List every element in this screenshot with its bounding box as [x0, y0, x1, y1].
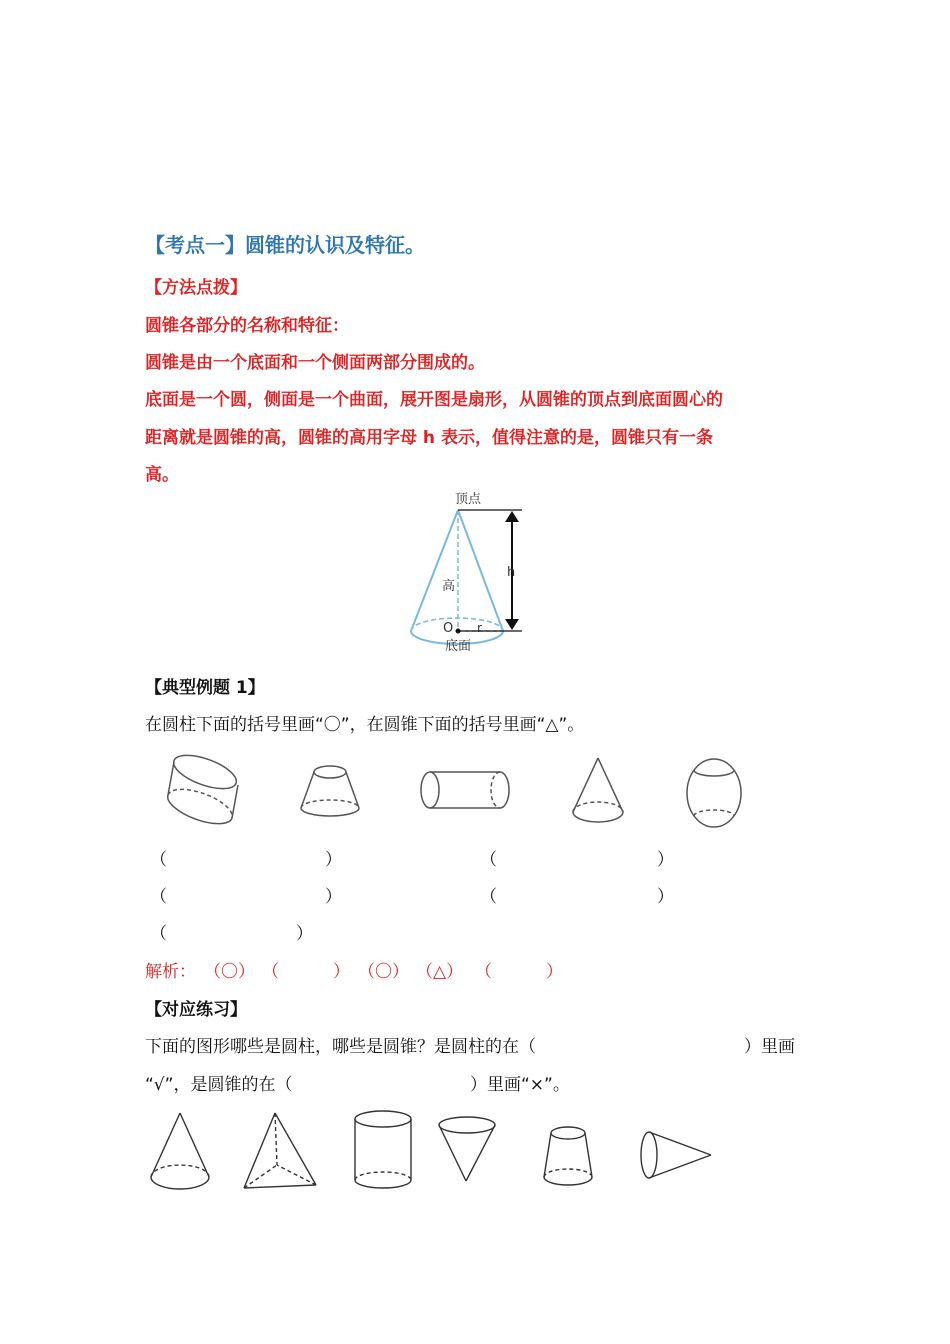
- practice-shapes: [140, 1105, 720, 1200]
- answer-3: （〇）: [358, 962, 409, 982]
- inverted-cone-shape: [439, 1117, 495, 1181]
- practice-line-1a: 下面的图形哪些是圆柱，哪些是圆锥？是圆柱的在（: [145, 1037, 536, 1057]
- h-label: h: [507, 565, 516, 580]
- arrow-down-icon: [505, 619, 519, 630]
- pyramid-shape: [244, 1113, 316, 1188]
- apex-label: 顶点: [455, 492, 482, 507]
- paren-right-2: ）: [657, 850, 674, 870]
- method-line-5: 高。: [145, 465, 179, 485]
- sideways-cone-shape: [641, 1132, 711, 1178]
- answer-5-close: ）: [546, 962, 563, 982]
- paren-left-1: （: [150, 850, 167, 870]
- practice-line-2b: ）里画“×”。: [470, 1075, 570, 1095]
- cylinder-shape: [355, 1111, 411, 1188]
- paren-right-4: ）: [657, 887, 674, 907]
- example-shapes: [160, 750, 760, 835]
- paren-right-1: ）: [325, 850, 342, 870]
- section-title: 【考点一】圆锥的认识及特征。: [145, 233, 425, 257]
- paren-right-5: ）: [296, 924, 313, 944]
- answer-1: （〇）: [204, 962, 255, 982]
- horizontal-cylinder-shape: [421, 772, 509, 808]
- method-tag: 【方法点拨】: [145, 278, 247, 298]
- practice-line-1b: ）里画: [744, 1037, 795, 1057]
- method-line-4: 距离就是圆锥的高，圆锥的高用字母 h 表示，值得注意的是，圆锥只有一条: [145, 428, 713, 448]
- practice-line-2a: “√”，是圆锥的在（: [145, 1075, 293, 1095]
- frustum-shape: [301, 766, 359, 816]
- answer-2-open: （: [262, 962, 279, 982]
- paren-right-3: ）: [325, 887, 342, 907]
- height-label: 高: [442, 579, 456, 594]
- paren-left-2: （: [480, 850, 497, 870]
- example-tag: 【典型例题 1】: [145, 678, 265, 698]
- paren-left-5: （: [150, 924, 167, 944]
- cone-right-edge: [458, 510, 503, 631]
- example-question: 在圆柱下面的括号里画“〇”，在圆锥下面的括号里画“△”。: [145, 715, 585, 735]
- method-line-1: 圆锥各部分的名称和特征：: [145, 316, 349, 336]
- paren-left-3: （: [150, 887, 167, 907]
- paren-left-4: （: [480, 887, 497, 907]
- frustum-shape-2: [544, 1127, 592, 1185]
- cone-shape: [573, 758, 623, 822]
- method-line-3: 底面是一个圆，侧面是一个曲面，展开图是扇形，从圆锥的顶点到底面圆心的: [145, 390, 723, 410]
- answer-4: （△）: [416, 962, 464, 982]
- cone-diagram: [400, 486, 540, 656]
- answer-5-open: （: [475, 962, 492, 982]
- base-label: 底面: [445, 639, 472, 654]
- answer-label: 解析：: [145, 962, 196, 982]
- cone-left-edge: [411, 510, 458, 631]
- cone-shape-1: [151, 1113, 209, 1189]
- arrow-up-icon: [505, 511, 519, 522]
- tilted-cylinder-shape: [168, 750, 241, 824]
- answer-2-close: ）: [333, 962, 350, 982]
- method-line-2: 圆锥是由一个底面和一个侧面两部分围成的。: [145, 353, 485, 373]
- barrel-shape: [687, 759, 741, 827]
- center-label: O: [443, 621, 454, 636]
- practice-tag: 【对应练习】: [145, 1000, 247, 1020]
- radius-label: r: [477, 621, 482, 635]
